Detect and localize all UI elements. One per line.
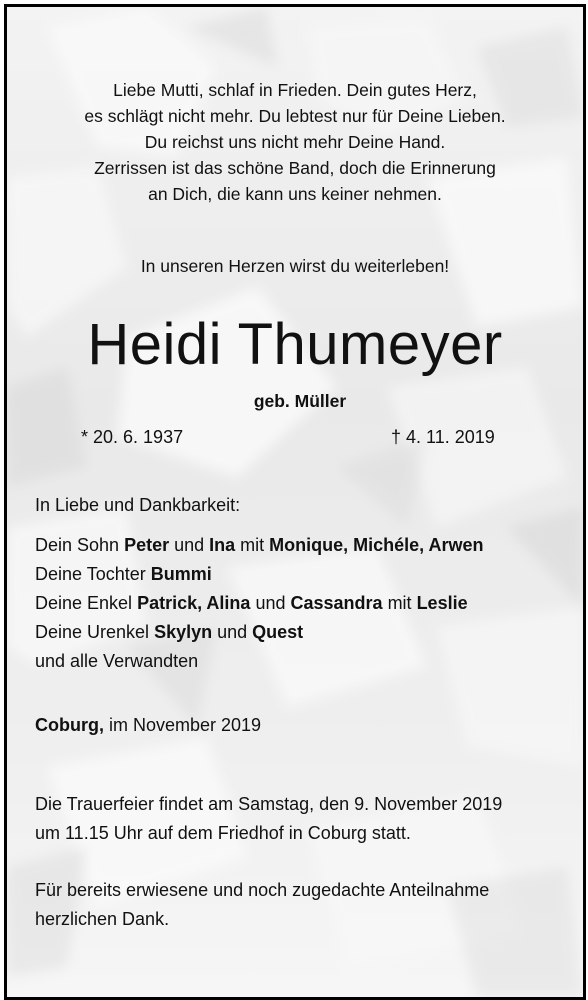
- mourner-line: und alle Verwandten: [35, 651, 199, 671]
- place-date: [35, 711, 261, 740]
- obituary-card: [4, 4, 586, 1000]
- conjunction: mit: [235, 535, 270, 555]
- relation-text: Deine Urenkel: [35, 622, 155, 642]
- mourners-list: [35, 531, 484, 676]
- thanks-line: Für bereits erwiesene und noch zugedachte Anteilnahme: [35, 880, 490, 900]
- poem-line: an Dich, die kann uns keiner nehmen.: [148, 184, 442, 204]
- funeral-line: Die Trauerfeier findet am Samstag, den 9. November 2019: [35, 794, 503, 814]
- mourner-line: [35, 531, 484, 560]
- obituary-content: [7, 7, 583, 997]
- relation-text: Deine Enkel: [35, 593, 138, 613]
- mourner-name: Patrick, Alina: [137, 593, 251, 613]
- mourner-name: Cassandra: [290, 593, 383, 613]
- conjunction: und: [169, 535, 210, 555]
- thanks-note: [35, 876, 489, 934]
- relation-text: Dein Sohn: [35, 535, 125, 555]
- born-name: geb. Müller: [253, 391, 347, 411]
- poem-line: Liebe Mutti, schlaf in Frieden. Dein gutes Herz,: [113, 80, 477, 100]
- mourner-line: [35, 618, 484, 647]
- place: Coburg,: [35, 715, 104, 735]
- conjunction: mit: [382, 593, 417, 613]
- mourner-name: Quest: [252, 622, 304, 642]
- poem-line: Zerrissen ist das schöne Band, doch die Erinnerung: [94, 158, 496, 178]
- mourner-name: Skylyn: [154, 622, 213, 642]
- mourner-name: Leslie: [416, 593, 468, 613]
- mourner-line: [35, 560, 484, 589]
- death-date: † 4. 11. 2019: [391, 427, 495, 447]
- mourner-name: Bummi: [150, 564, 212, 584]
- mourner-name: Ina: [209, 535, 236, 555]
- motto: In unseren Herzen wirst du weiterleben!: [140, 256, 450, 276]
- thanks-line: herzlichen Dank.: [35, 909, 170, 929]
- conjunction: und: [212, 622, 253, 642]
- poem-line: es schlägt nicht mehr. Du lebtest nur für Deine Lieben.: [84, 106, 506, 126]
- birth-date: * 20. 6. 1937: [81, 427, 184, 447]
- poem: [7, 77, 583, 207]
- funeral-line: um 11.15 Uhr auf dem Friedhof in Coburg statt.: [35, 823, 411, 843]
- deceased-name: Heidi Thumeyer: [87, 312, 503, 377]
- mourner-name: Peter: [124, 535, 170, 555]
- date-text: im November 2019: [104, 715, 262, 735]
- conjunction: und: [250, 593, 291, 613]
- mourner-line: [35, 589, 484, 618]
- poem-line: Du reichst uns nicht mehr Deine Hand.: [144, 132, 446, 152]
- mourners-intro: In Liebe und Dankbarkeit:: [35, 495, 241, 515]
- relation-text: Deine Tochter: [35, 564, 151, 584]
- mourner-name: Monique, Michéle, Arwen: [269, 535, 484, 555]
- funeral-notice: [35, 790, 502, 848]
